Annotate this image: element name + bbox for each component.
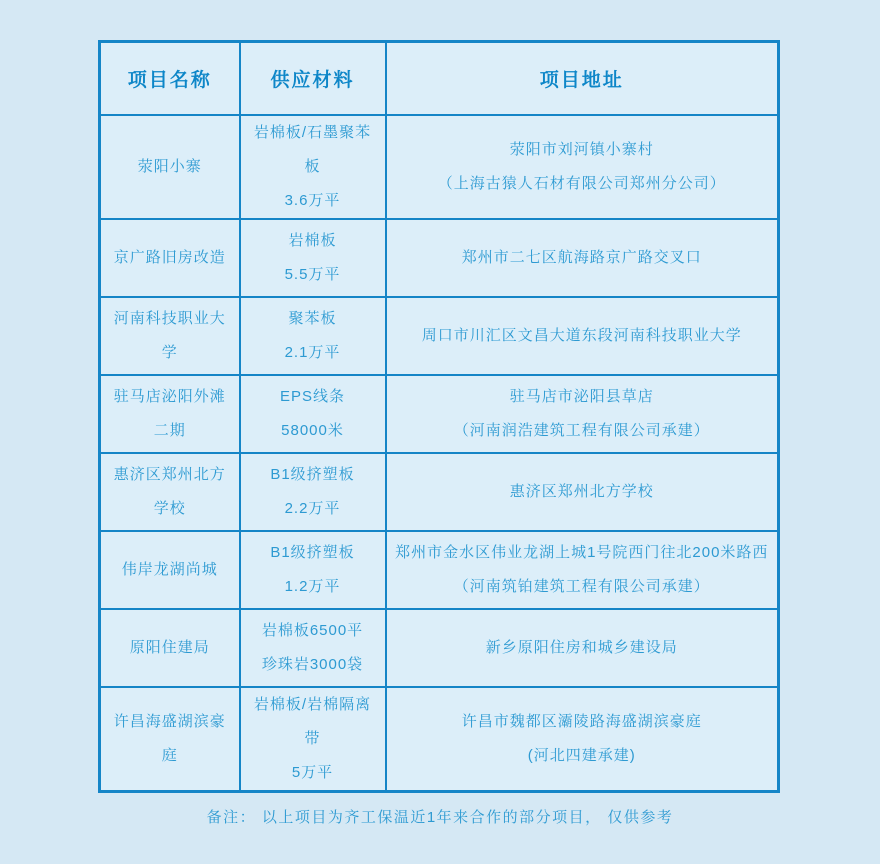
material-cell (240, 531, 386, 609)
material-line: 聚苯板 (288, 310, 337, 327)
column-header-project-address: 项目地址 (386, 42, 779, 116)
project-name-cell (100, 609, 240, 687)
address-line: 荥阳市刘河镇小寨村 (509, 141, 654, 158)
table-row (100, 453, 779, 531)
project-name: 惠济区郑州北方学校 (113, 466, 226, 517)
project-name: 京广路旧房改造 (113, 249, 226, 266)
column-header-project-name: 项目名称 (100, 42, 240, 116)
material-cell (240, 375, 386, 453)
material-line: B1级挤塑板 (270, 544, 355, 561)
material-line: 岩棉板 (288, 232, 337, 249)
address-contractor: （河南筑铂建筑工程有限公司承建） (453, 578, 710, 595)
material-quantity: 珍珠岩3000袋 (261, 656, 364, 673)
material-line: 岩棉板6500平 (261, 622, 364, 639)
material-quantity: 1.2万平 (284, 578, 341, 595)
address-line: 新乡原阳住房和城乡建设局 (485, 639, 678, 656)
project-name: 荥阳小寨 (137, 158, 202, 175)
address-cell (386, 453, 779, 531)
project-name: 驻马店泌阳外滩二期 (113, 388, 226, 439)
address-cell (386, 297, 779, 375)
material-cell (240, 115, 386, 219)
project-name-cell (100, 531, 240, 609)
address-line: 惠济区郑州北方学校 (509, 483, 654, 500)
project-name-cell (100, 687, 240, 792)
material-quantity: 58000米 (281, 422, 344, 439)
material-cell (240, 687, 386, 792)
material-quantity: 5万平 (291, 764, 334, 781)
table-row (100, 297, 779, 375)
address-line: 周口市川汇区文昌大道东段河南科技职业大学 (421, 327, 742, 344)
material-line: B1级挤塑板 (270, 466, 355, 483)
material-quantity: 3.6万平 (284, 192, 341, 209)
project-name: 河南科技职业大学 (113, 310, 226, 361)
table-row (100, 219, 779, 297)
project-name-cell (100, 375, 240, 453)
project-name-cell (100, 115, 240, 219)
table-row (100, 531, 779, 609)
project-name: 许昌海盛湖滨豪庭 (113, 713, 226, 764)
project-name: 伟岸龙湖尚城 (121, 561, 218, 578)
material-quantity: 5.5万平 (284, 266, 341, 283)
project-name-cell (100, 297, 240, 375)
address-contractor: （河南润浩建筑工程有限公司承建） (453, 422, 710, 439)
column-header-supply-material: 供应材料 (240, 42, 386, 116)
address-cell (386, 609, 779, 687)
address-cell (386, 115, 779, 219)
address-cell (386, 687, 779, 792)
address-line: 郑州市二七区航海路京广路交叉口 (461, 249, 702, 266)
material-quantity: 2.1万平 (284, 344, 341, 361)
address-cell (386, 531, 779, 609)
table-header-row (100, 42, 779, 116)
material-cell (240, 453, 386, 531)
projects-table (98, 40, 780, 793)
address-line: 郑州市金水区伟业龙湖上城1号院西门往北200米路西 (395, 544, 769, 561)
footer-note: 备注： 以上项目为齐工保温近1年来合作的部分项目， 仅供参考 (206, 809, 674, 826)
address-line: 许昌市魏都区灞陵路海盛湖滨豪庭 (461, 713, 702, 730)
address-cell (386, 219, 779, 297)
material-line: 岩棉板/石墨聚苯板 (253, 124, 372, 175)
project-name-cell (100, 453, 240, 531)
table-row (100, 609, 779, 687)
table-row (100, 687, 779, 792)
material-quantity: 2.2万平 (284, 500, 341, 517)
material-line: 岩棉板/岩棉隔离带 (253, 696, 372, 747)
project-name: 原阳住建局 (129, 639, 210, 656)
material-cell (240, 609, 386, 687)
table-row (100, 115, 779, 219)
table-row (100, 375, 779, 453)
project-name-cell (100, 219, 240, 297)
address-line: 驻马店市泌阳县草店 (509, 388, 654, 405)
material-cell (240, 297, 386, 375)
material-line: EPS线条 (279, 388, 345, 405)
material-cell (240, 219, 386, 297)
address-cell (386, 375, 779, 453)
address-contractor: （上海古猿人石材有限公司郑州分公司） (437, 175, 726, 192)
address-contractor: (河北四建承建) (527, 747, 636, 764)
